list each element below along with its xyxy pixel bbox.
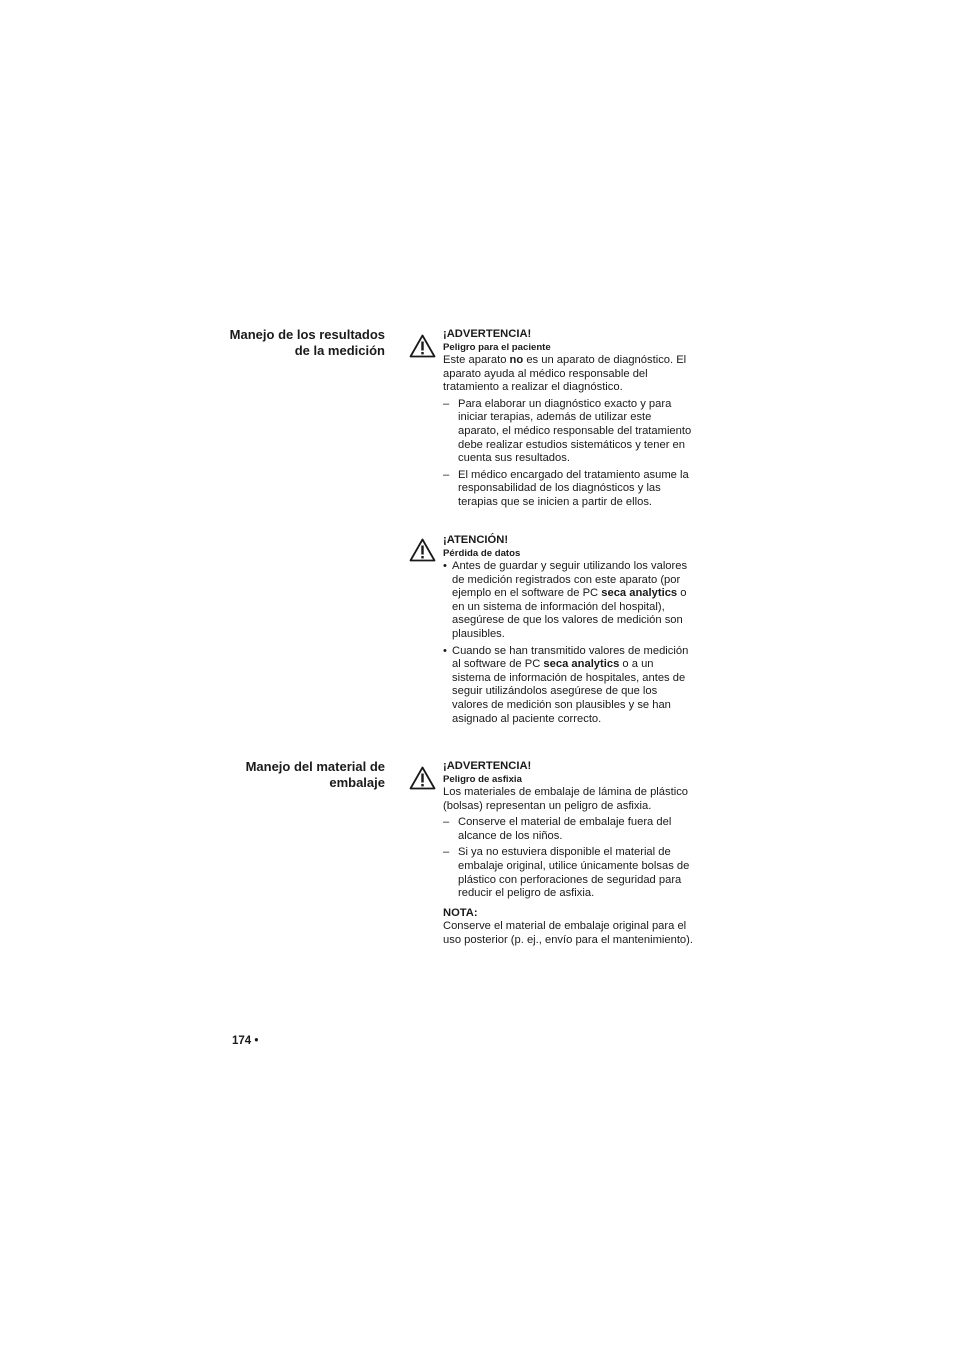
- warning-intro: Los materiales de embalaje de lámina de plástico (bolsas) representan un peligro de asfixia.: [443, 786, 689, 812]
- warning-heading: ¡ADVERTENCIA!: [443, 760, 532, 772]
- section-title-results: Manejo de los resultados de la medición: [229, 327, 385, 358]
- list-item: • Antes de guardar y seguir utilizando los valores de medición registrados con este aparato (por ejemplo en el software de PC seca analytics o en un sistema de información del hospital), asegúrese de que los valores de medición son plausibles.: [443, 560, 688, 640]
- list-item: – Conserve el material de embalaje fuera del alcance de los niños.: [443, 816, 672, 842]
- note-heading: NOTA:: [443, 906, 478, 919]
- warning-patient-block: [443, 328, 695, 510]
- attention-data-block: [443, 534, 695, 726]
- section-title-packaging: Manejo del material de embalaje: [245, 759, 385, 790]
- list-item: – El médico encargado del tratamiento asume la responsabilidad de los diagnósticos y las terapias que se inicien a partir de ellos.: [443, 468, 689, 508]
- note-text: Conserve el material de embalaje original para el uso posterior (p. ej., envío para el mantenimiento).: [443, 920, 693, 946]
- warning-subheading: Peligro para el paciente: [443, 342, 551, 353]
- list-item: • Cuando se han transmitido valores de medición al software de PC seca analytics o a un sistema de información de hospitales, antes de seguir utilizándolos asegúrese de que los valores de medición son plausibles y se han asignado al paciente correcto.: [443, 644, 689, 725]
- attention-heading: ¡ATENCIÓN!: [443, 534, 509, 546]
- warning-asphyxia-block: [443, 760, 695, 948]
- list-item: – Para elaborar un diagnóstico exacto y para iniciar terapias, además de utilizar este aparato, el médico responsable del tratamiento debe realizar estudios sistemáticos y tener en cuenta sus resultados.: [443, 397, 692, 465]
- warning-intro: Este aparato no es un aparato de diagnóstico. El aparato ayuda al médico responsable del tratamiento a realizar el diagnóstico.: [443, 354, 687, 394]
- warning-triangle-icon: [409, 334, 436, 358]
- warning-heading: ¡ADVERTENCIA!: [443, 328, 532, 340]
- warning-triangle-icon: [409, 538, 436, 562]
- warning-subheading: Peligro de asfixia: [443, 774, 522, 785]
- page-number: 174 •: [232, 1035, 259, 1047]
- warning-triangle-icon: [409, 766, 436, 790]
- attention-subheading: Pérdida de datos: [443, 548, 521, 559]
- list-item: – Si ya no estuviera disponible el material de embalaje original, utilice únicamente bolsas de plástico con perforaciones de seguridad para reducir el peligro de asfixia.: [443, 846, 690, 900]
